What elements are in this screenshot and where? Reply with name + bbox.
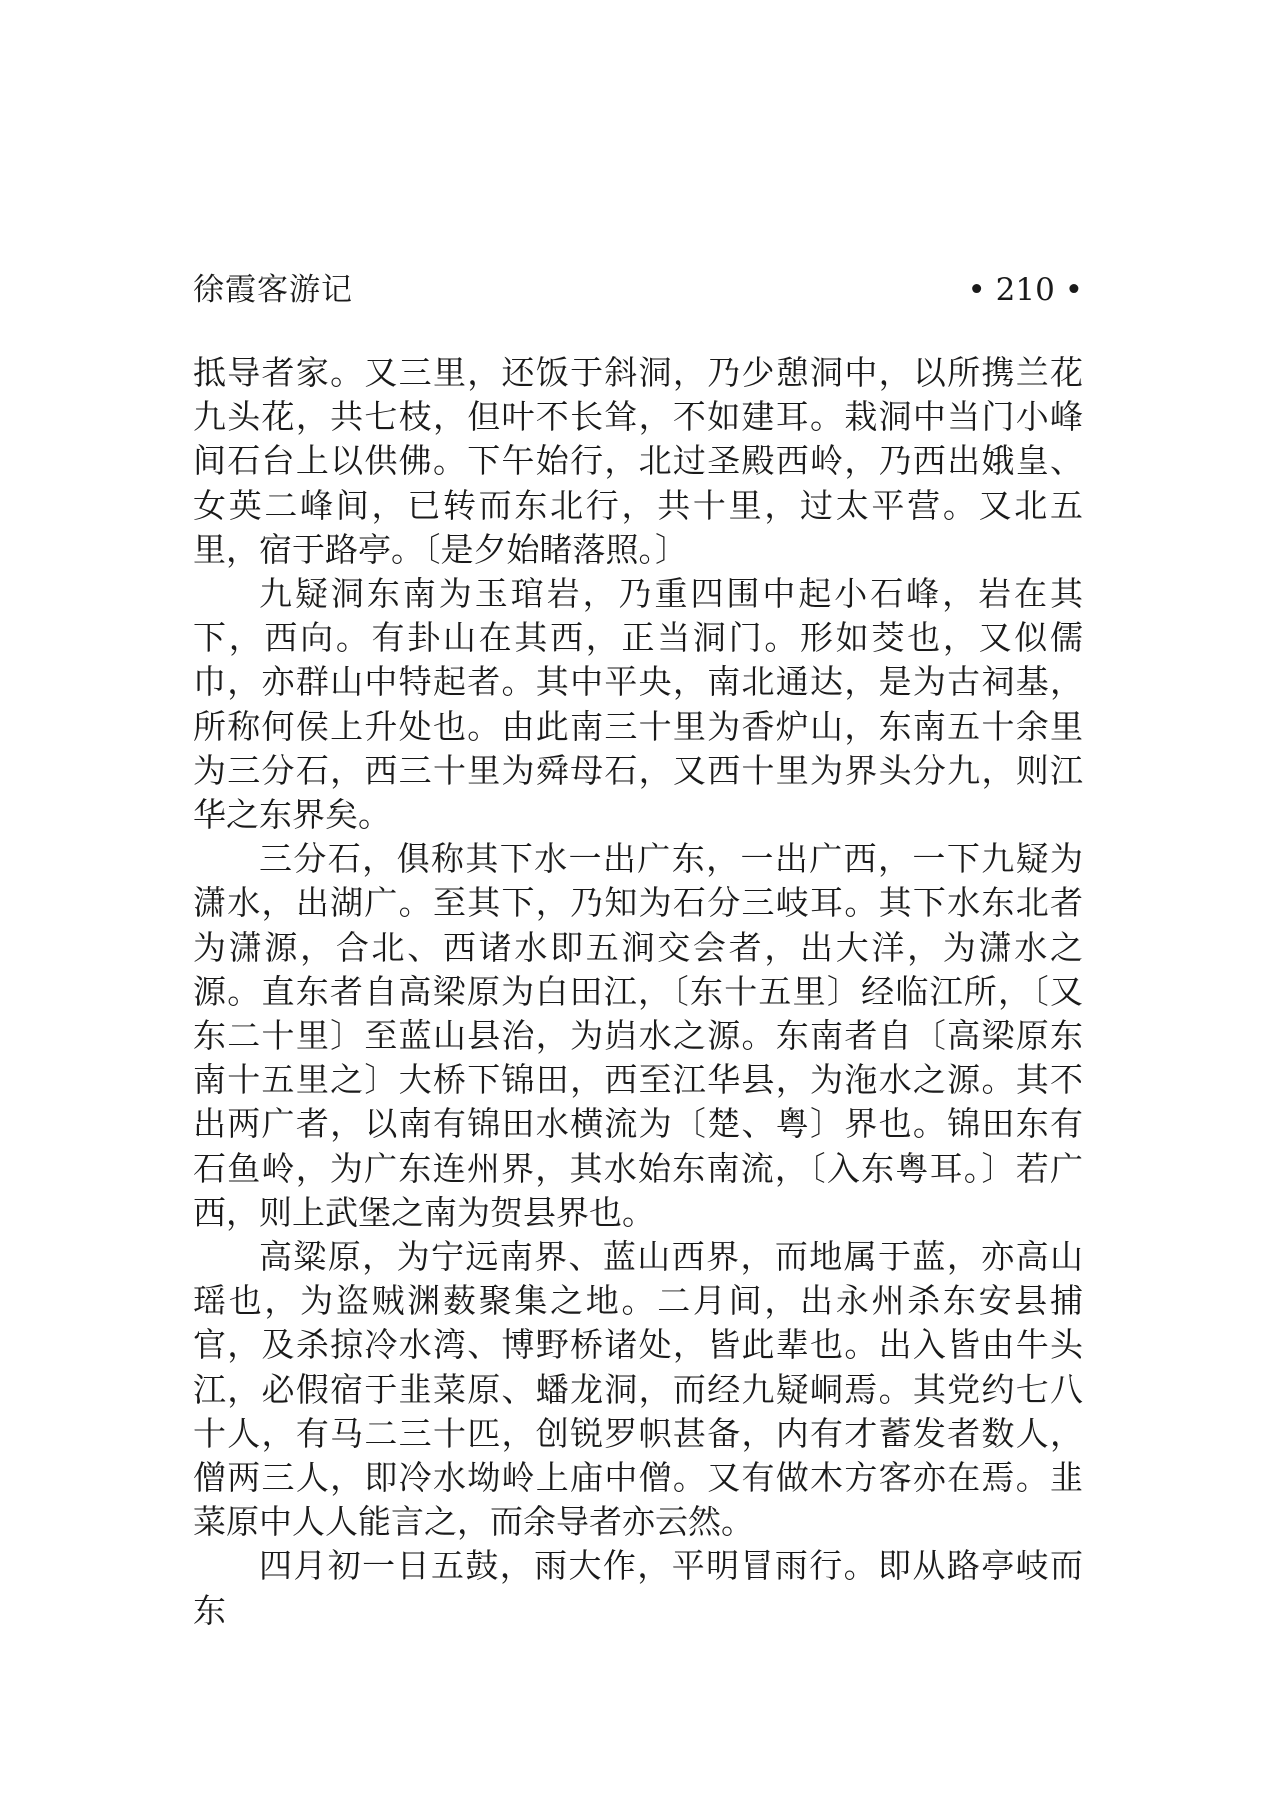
- paragraph: 四月初一日五鼓，雨大作，平明冒雨行。即从路亭岐而东: [193, 1546, 1083, 1630]
- running-head: [193, 268, 1083, 312]
- paragraph: 高粱原，为宁远南界、蓝山西界，而地属于蓝，亦高山瑶也，为盗贼渊薮聚集之地。二月间，出永州杀东安县捕官，及杀掠冷水湾、博野桥诸处，皆此辈也。出入皆由牛头江，必假宿于韭菜原、蟠龙洞，而经九疑峒焉。其党约七八十人，有马二三十匹，创锐罗帜甚备，内有才蓄发者数人，僧两三人，即冷水坳岭上庙中僧。又有做木方客亦在焉。韭菜原中人人能言之，而余导者亦云然。: [193, 1237, 1083, 1542]
- paragraph: 九疑洞东南为玉琯岩，乃重四围中起小石峰，岩在其下，西向。有卦山在其西，正当洞门。形如茭也，又似儒巾，亦群山中特起者。其中平央，南北通达，是为古祠基，所称何侯上升处也。由此南三十里为香炉山，东南五十余里为三分石，西三十里为舜母石，又西十里为界头分九，则江华之东界矣。: [193, 574, 1083, 835]
- paragraph: 抵导者家。又三里，还饭于斜洞，乃少憩洞中，以所携兰花九头花，共七枝，但叶不长耸，不如建耳。栽洞中当门小峰间石台上以供佛。下午始行，北过圣殿西岭，乃西出娥皇、女英二峰间，已转而东北行，共十里，过太平营。又北五里，宿于路亭。〔是夕始睹落照。〕: [193, 353, 1083, 569]
- page-number: • 210 •: [967, 272, 1083, 308]
- book-title: 徐霞客游记: [193, 272, 353, 308]
- paragraph: 三分石，俱称其下水一出广东，一出广西，一下九疑为潇水，出湖广。至其下，乃知为石分三岐耳。其下水东北者为潇源，合北、西诸水即五涧交会者，出大洋，为潇水之源。直东者自高梁原为白田江，〔东十五里〕经临江所，〔又东二十里〕至蓝山县治，为岿水之源。东南者自〔高梁原东南十五里之〕大桥下锦田，西至江华县，为沲水之源。其不出两广者，以南有锦田水横流为〔楚、粤〕界也。锦田东有石鱼岭，为广东连州界，其水始东南流，〔入东粤耳。〕若广西，则上武堡之南为贺县界也。: [193, 839, 1083, 1232]
- body-text: [193, 351, 1083, 1633]
